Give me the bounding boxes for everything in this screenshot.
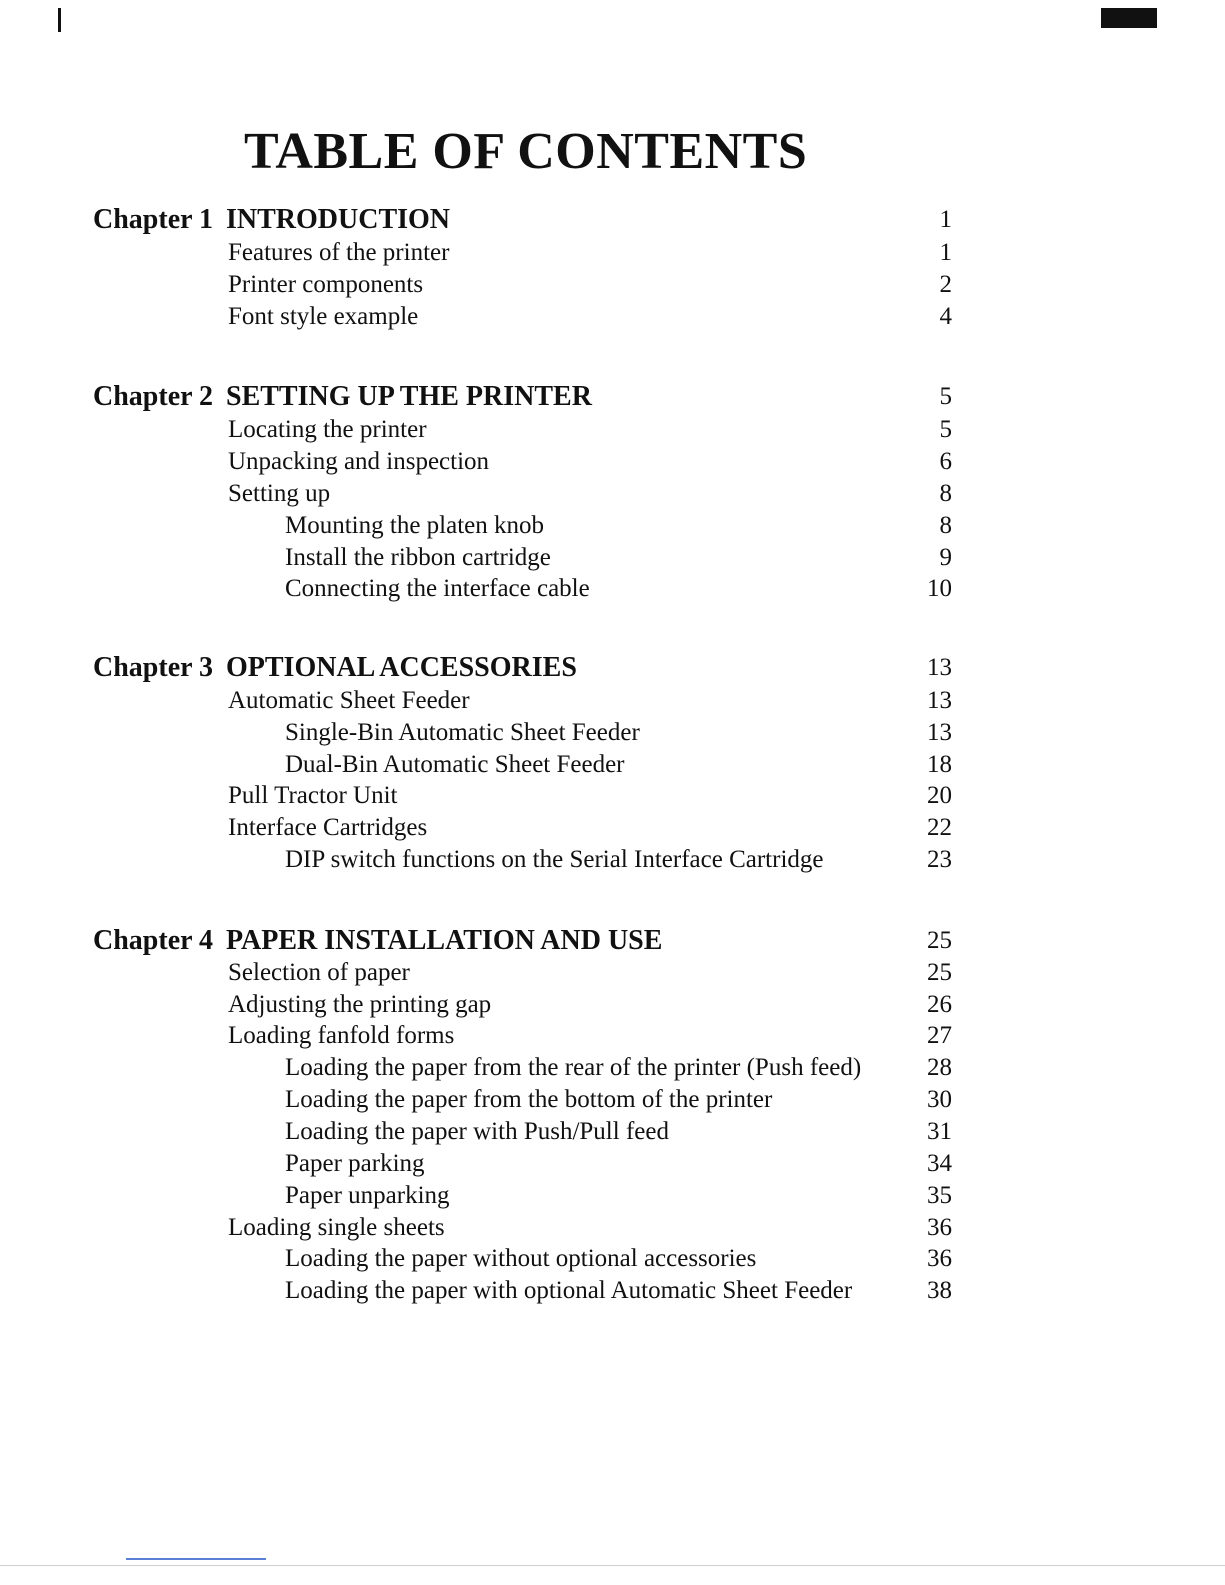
toc-subentry bbox=[0, 1085, 1225, 1115]
page-number: 1 bbox=[939, 206, 952, 233]
page-number: 34 bbox=[927, 1150, 952, 1177]
toc-entry bbox=[0, 238, 1225, 268]
toc-entry bbox=[0, 1213, 1225, 1243]
entry-label: Loading the paper with Push/Pull feed bbox=[285, 1118, 669, 1145]
page-number: 10 bbox=[927, 575, 952, 602]
entry-label: Unpacking and inspection bbox=[228, 448, 490, 475]
entry-label: Printer components bbox=[228, 271, 424, 298]
page-number: 1 bbox=[939, 239, 952, 266]
entry-label: Paper unparking bbox=[285, 1182, 450, 1209]
toc-entry bbox=[0, 447, 1225, 477]
page-number: 5 bbox=[939, 416, 952, 443]
page-number: 13 bbox=[927, 654, 952, 681]
page-number: 25 bbox=[927, 927, 952, 954]
toc-entry bbox=[0, 270, 1225, 300]
entry-label: Loading single sheets bbox=[228, 1214, 445, 1241]
page-number: 35 bbox=[927, 1182, 952, 1209]
toc-chapter-heading bbox=[0, 653, 1225, 683]
entry-label: Setting up bbox=[228, 480, 331, 507]
entry-label: Locating the printer bbox=[228, 416, 427, 443]
entry-label: Loading the paper from the bottom of the printer bbox=[285, 1086, 773, 1113]
toc-chapter-heading bbox=[0, 205, 1225, 235]
page-number: 8 bbox=[939, 480, 952, 507]
toc-entry bbox=[0, 781, 1225, 811]
entry-label: Automatic Sheet Feeder bbox=[228, 687, 470, 714]
entry-label: Selection of paper bbox=[228, 959, 410, 986]
page-number: 25 bbox=[927, 959, 952, 986]
page-number: 28 bbox=[927, 1054, 952, 1081]
page-number: 18 bbox=[927, 751, 952, 778]
page-number: 13 bbox=[927, 719, 952, 746]
toc-entry bbox=[0, 415, 1225, 445]
page-number: 5 bbox=[939, 383, 952, 410]
entry-label: Features of the printer bbox=[228, 239, 450, 266]
page-number: 38 bbox=[927, 1277, 952, 1304]
toc-entry bbox=[0, 958, 1225, 988]
page-number: 26 bbox=[927, 991, 952, 1018]
toc-subentry bbox=[0, 1117, 1225, 1147]
toc-subentry bbox=[0, 750, 1225, 780]
entry-label: Adjusting the printing gap bbox=[228, 991, 492, 1018]
page-number: 36 bbox=[927, 1214, 952, 1241]
entry-label: Loading the paper from the rear of the printer (Push feed) bbox=[285, 1054, 862, 1081]
page-number: 2 bbox=[939, 271, 952, 298]
page-title: TABLE OF CONTENTS bbox=[244, 123, 808, 180]
chapter-number: Chapter 3 bbox=[93, 652, 214, 683]
chapter-number: Chapter 4 bbox=[93, 925, 214, 956]
toc-subentry bbox=[0, 718, 1225, 748]
toc-subentry bbox=[0, 1276, 1225, 1306]
chapter-title: OPTIONAL ACCESSORIES bbox=[226, 652, 577, 683]
toc-entry bbox=[0, 479, 1225, 509]
toc-subentry bbox=[0, 574, 1225, 604]
toc-subentry bbox=[0, 1244, 1225, 1274]
toc-subentry bbox=[0, 543, 1225, 573]
page-number: 8 bbox=[939, 512, 952, 539]
entry-label: Mounting the platen knob bbox=[285, 512, 544, 539]
entry-label: Interface Cartridges bbox=[228, 814, 428, 841]
toc-chapter-heading bbox=[0, 926, 1225, 956]
page-number: 31 bbox=[927, 1118, 952, 1145]
entry-label: Loading the paper with optional Automatic Sheet Feeder bbox=[285, 1277, 853, 1304]
page-number: 36 bbox=[927, 1245, 952, 1272]
entry-label: Pull Tractor Unit bbox=[228, 782, 398, 809]
entry-label: Single-Bin Automatic Sheet Feeder bbox=[285, 719, 640, 746]
entry-label: Loading fanfold forms bbox=[228, 1022, 455, 1049]
chapter-number: Chapter 2 bbox=[93, 381, 214, 412]
chapter-number: Chapter 1 bbox=[93, 204, 214, 235]
toc-entry bbox=[0, 813, 1225, 843]
entry-label: Font style example bbox=[228, 303, 419, 330]
toc-subentry bbox=[0, 1053, 1225, 1083]
toc-entry bbox=[0, 302, 1225, 332]
page-number: 20 bbox=[927, 782, 952, 809]
toc-entry bbox=[0, 686, 1225, 716]
entry-label: Dual-Bin Automatic Sheet Feeder bbox=[285, 751, 625, 778]
scan-edge-mark bbox=[126, 1558, 266, 1560]
page-number: 9 bbox=[939, 544, 952, 571]
entry-label: DIP switch functions on the Serial Interface Cartridge bbox=[285, 846, 824, 873]
entry-label: Loading the paper without optional accessories bbox=[285, 1245, 757, 1272]
toc-subentry bbox=[0, 1181, 1225, 1211]
toc-subentry bbox=[0, 845, 1225, 875]
page-number: 4 bbox=[939, 303, 952, 330]
entry-label: Paper parking bbox=[285, 1150, 425, 1177]
scan-edge-line bbox=[0, 1565, 1225, 1566]
toc-entry bbox=[0, 1021, 1225, 1051]
chapter-title: SETTING UP THE PRINTER bbox=[226, 381, 592, 412]
page-number: 27 bbox=[927, 1022, 952, 1049]
page-number: 13 bbox=[927, 687, 952, 714]
page-number: 6 bbox=[939, 448, 952, 475]
entry-label: Connecting the interface cable bbox=[285, 575, 590, 602]
toc-subentry bbox=[0, 511, 1225, 541]
chapter-title: PAPER INSTALLATION AND USE bbox=[226, 925, 663, 956]
chapter-title: INTRODUCTION bbox=[226, 204, 451, 235]
toc-entry bbox=[0, 990, 1225, 1020]
page-number: 23 bbox=[927, 846, 952, 873]
page-number: 22 bbox=[927, 814, 952, 841]
toc-subentry bbox=[0, 1149, 1225, 1179]
toc-chapter-heading bbox=[0, 382, 1225, 412]
page-number: 30 bbox=[927, 1086, 952, 1113]
entry-label: Install the ribbon cartridge bbox=[285, 544, 551, 571]
